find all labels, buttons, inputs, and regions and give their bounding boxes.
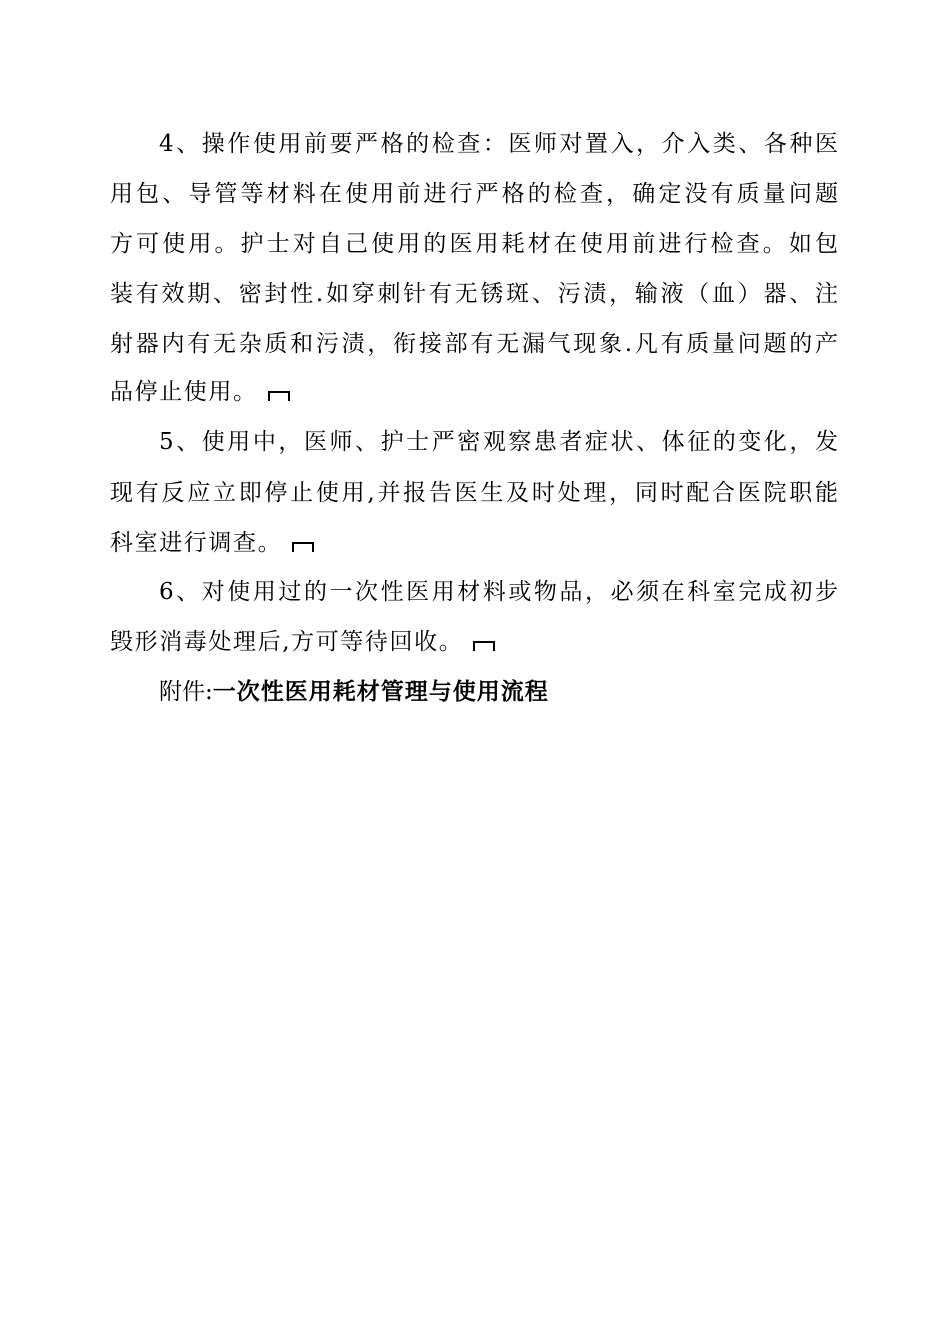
paragraph-4-line-4: 装有效期、密封性.如穿刺针有无锈斑、污渍，输液（血）器、注 [110, 281, 838, 307]
paragraph-5-line-1: 5、使用中，医师、护士严密观察患者症状、体征的变化，发 [159, 429, 838, 455]
paragraph-6-line-2 [110, 622, 838, 662]
paragraph-mark-icon [292, 542, 314, 552]
paragraph-4-line-1: 4、操作使用前要严格的检查：医师对置入，介入类、各种医 [159, 131, 838, 157]
paragraph-4-line-6-text: 品停止使用。 [110, 379, 258, 405]
paragraph-4-line-2: 用包、导管等材料在使用前进行严格的检查，确定没有质量问题 [110, 181, 838, 207]
paragraph-4-line-3: 方可使用。护士对自己使用的医用耗材在使用前进行检查。如包 [110, 231, 838, 257]
paragraph-4-line-6 [110, 372, 838, 412]
paragraph-mark-icon [268, 391, 290, 401]
paragraph-4-line-5: 射器内有无杂质和污渍，衔接部有无漏气现象.凡有质量问题的产 [110, 331, 838, 357]
attachment-title-link[interactable]: 一次性医用耗材管理与使用流程 [212, 678, 549, 705]
paragraph-5-line-3 [110, 523, 838, 563]
attachment-label: 附件: [159, 679, 213, 705]
paragraph-5-line-3-text: 科室进行调查。 [110, 530, 283, 556]
paragraph-5-line-2: 现有反应立即停止使用,并报告医生及时处理，同时配合医院职能 [110, 480, 838, 506]
paragraph-6-line-2-text: 毁形消毒处理后,方可等待回收。 [110, 629, 464, 655]
paragraph-6-line-1: 6、对使用过的一次性医用材料或物品，必须在科室完成初步 [159, 579, 838, 605]
attachment-line [159, 672, 838, 712]
paragraph-mark-icon [473, 641, 495, 651]
